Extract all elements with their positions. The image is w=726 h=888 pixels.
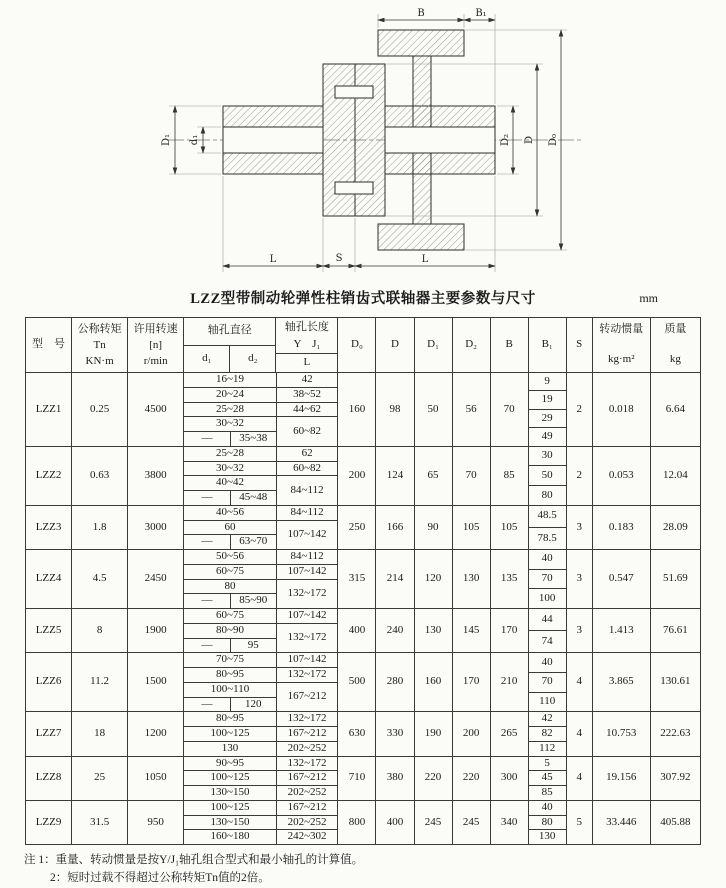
bore-l: 202~252 [287,741,327,754]
b1-value: 80 [529,816,566,831]
b1-value: 49 [541,430,553,443]
bore-d1: — [184,535,230,549]
cell-D0: 250 [338,505,376,549]
cell-mass: 28.09 [650,505,700,549]
cell-D2: 105 [452,505,490,549]
bore-l: 242~302 [287,830,327,843]
cell-torque: 25 [72,756,128,800]
cell-speed: 2450 [128,550,184,609]
note-1: 注 1：重量、转动惯量是按Y/J₁轴孔组合型式和最小轴孔的计算值。 [24,854,364,866]
bore-d: 30~32 [184,461,276,476]
b1-value: 45 [529,771,566,786]
cell-torque: 1.8 [72,505,128,549]
col-d: D [376,318,414,373]
bore-l: 62 [276,447,337,461]
cell-S: 4 [566,653,592,712]
bore-l: 132~172 [276,712,337,726]
bore-l: 167~212 [276,771,337,786]
cell-D2: 145 [452,609,490,653]
hdr-line: r/min [143,355,168,367]
col-b: B [490,318,528,373]
bore-d: 50~56 [184,550,276,564]
cell-D: 214 [376,550,414,609]
hdr-line: 公称转矩 [77,323,122,335]
cell-B1 [528,505,566,549]
bore-l: 107~142 [287,527,327,540]
cell-mass: 6.64 [650,373,700,447]
b1-stack [529,373,566,446]
cell-mass: 51.69 [650,550,700,609]
bore-d: 25~28 [184,402,276,417]
hdr-line: 许用转速 [133,323,178,335]
bore-d: 100~125 [184,771,276,786]
col-d1-dia: D₁ [414,318,452,373]
bore-d: 160~180 [184,830,276,844]
title-row [0,287,726,309]
cell-model: LZZ5 [26,609,72,653]
bore-d: 80~90 [184,623,276,638]
cell-B1 [528,373,566,447]
cell-D0: 160 [338,373,376,447]
cell-bores [184,653,338,712]
unit-label: mm [639,291,658,305]
bore-l: 44~62 [276,402,337,417]
dim-label-D0: D₀ [548,133,559,147]
col-s: S [566,318,592,373]
cell-S: 3 [566,609,592,653]
col-l: L [303,356,311,369]
cell-D0: 800 [338,800,376,844]
cell-D0: 315 [338,550,376,609]
left-bore [223,127,323,153]
cell-inertia: 1.413 [592,609,650,653]
cell-torque: 4.5 [72,550,128,609]
cell-torque: 0.63 [72,446,128,505]
bore-l: 167~212 [276,727,337,742]
cell-D2: 56 [452,373,490,447]
cell-inertia: 10.753 [592,712,650,756]
bore-d: 60~75 [184,564,276,579]
bore-l: 132~172 [287,586,327,599]
b1-stack [529,712,566,755]
b1-value: 70 [529,673,566,693]
table-row-lzz6 [26,653,701,712]
b1-value: 85 [541,786,553,798]
cell-D: 98 [376,373,414,447]
cell-D: 280 [376,653,414,712]
bore-d: 90~95 [184,757,276,771]
col-d0: D₀ [338,318,376,373]
cell-model: LZZ1 [26,373,72,447]
b1-value: 5 [529,757,566,772]
bore-l: 202~252 [287,786,327,798]
col-speed [128,318,184,373]
hdr-line: 质量 [664,323,687,335]
bore-l: 84~112 [276,550,337,564]
bore-d2: 45~48 [230,491,276,505]
cell-D1: 130 [414,609,452,653]
bore-d: 60 [184,520,276,535]
cell-S: 3 [566,505,592,549]
cell-torque: 31.5 [72,800,128,844]
cell-inertia: 0.018 [592,373,650,447]
cell-model: LZZ7 [26,712,72,756]
b1-stack [529,550,566,608]
table-row-lzz4 [26,550,701,609]
cell-B: 85 [490,446,528,505]
cell-D: 380 [376,756,414,800]
b1-value: 9 [529,373,566,391]
b1-stack [529,757,566,800]
bore-l: 60~82 [293,424,322,437]
cell-B: 170 [490,609,528,653]
cell-bores [184,446,338,505]
cell-B1 [528,800,566,844]
hdr-line: kg [669,353,681,366]
cell-D1: 220 [414,756,452,800]
note-2: 2：短时过载不得超过公称转矩Tn值的2倍。 [50,871,270,884]
cell-torque: 11.2 [72,653,128,712]
table-row-lzz9 [26,800,701,844]
bore-l: 60~82 [276,461,337,476]
bore-d: 130~150 [184,815,276,830]
bore-l: 107~142 [276,609,337,623]
b1-stack [529,447,566,505]
page-title: LZZ型带制动轮弹性柱销齿式联轴器主要参数与尺寸 [190,291,536,307]
cell-D2: 245 [452,800,490,844]
bore-l: 132~172 [276,668,337,683]
bore-d: 30~32 [184,417,276,432]
b1-stack [529,609,566,652]
right-bore [385,127,495,153]
cell-inertia: 3.865 [592,653,650,712]
cell-B1 [528,653,566,712]
b1-value: 112 [539,741,556,754]
cell-model: LZZ3 [26,505,72,549]
cell-S: 3 [566,550,592,609]
bore-l: 107~142 [276,653,337,667]
bore-d2: 85~90 [230,594,276,608]
bore-d: 130~150 [184,786,276,800]
b1-value: 40 [529,653,566,673]
cell-S: 5 [566,800,592,844]
b1-stack [529,653,566,711]
table-row-lzz5 [26,609,701,653]
cell-torque: 8 [72,609,128,653]
col-bore-dia [184,318,276,373]
b1-value: 30 [529,447,566,467]
col-inertia [592,318,650,373]
col-bore-len [276,318,338,373]
table-row-lzz1 [26,373,701,447]
technical-drawing [113,4,613,281]
cell-B: 265 [490,712,528,756]
cell-bores [184,756,338,800]
brake-rim-bottom [378,224,464,250]
cell-B1 [528,446,566,505]
b1-value: 40 [529,801,566,816]
b1-value: 48.5 [529,506,566,528]
dim-label-d1: d₁ [189,134,200,146]
dim-label-D2: D₂ [500,133,511,147]
hdr-line: 转动惯量 [599,323,644,335]
cell-D0: 630 [338,712,376,756]
cell-D: 124 [376,446,414,505]
bore-d: 20~24 [184,387,276,402]
dim-label-s: S [335,253,343,264]
cell-inertia: 19.156 [592,756,650,800]
bore-len-title: 轴孔长度 [284,321,329,333]
dim-label-b: B [417,8,425,19]
cell-B: 340 [490,800,528,844]
cell-D1: 120 [414,550,452,609]
bore-d2: 120 [230,697,276,711]
cell-D0: 200 [338,446,376,505]
cell-D2: 70 [452,446,490,505]
hdr-line: KN·m [85,355,114,367]
cell-speed: 1900 [128,609,184,653]
col-model: 型 号 [26,318,72,373]
cell-D1: 245 [414,800,452,844]
bore-l: 38~52 [276,387,337,402]
cell-mass: 12.04 [650,446,700,505]
table-row-lzz3 [26,505,701,549]
cell-model: LZZ4 [26,550,72,609]
cell-bores [184,712,338,756]
bore-d1: — [184,594,230,608]
b1-value: 130 [538,830,556,843]
dim-label-b1: B₁ [475,8,487,19]
b1-value: 42 [529,712,566,727]
table-row-lzz7 [26,712,701,756]
b1-value: 29 [529,410,566,428]
cell-inertia: 33.446 [592,800,650,844]
cell-D2: 130 [452,550,490,609]
cell-D2: 200 [452,712,490,756]
cell-speed: 3800 [128,446,184,505]
bore-d: 60~75 [184,609,276,623]
b1-value: 74 [541,634,553,647]
cell-speed: 1050 [128,756,184,800]
cell-B: 135 [490,550,528,609]
cell-D0: 710 [338,756,376,800]
bore-l: 84~112 [276,506,337,520]
bore-d2: 63~70 [230,535,276,549]
col-torque [72,318,128,373]
bore-d: 40~56 [184,506,276,520]
col-d2: d₂ [248,351,258,364]
cell-B: 105 [490,505,528,549]
cell-mass: 130.61 [650,653,700,712]
cell-mass: 405.88 [650,800,700,844]
bore-d1: — [184,491,230,505]
bore-l: 167~212 [287,690,327,703]
col-d1: d₁ [184,346,230,373]
bore-dia-title: 轴孔直径 [184,318,275,346]
coupling-drawing [113,4,613,276]
cell-speed: 950 [128,800,184,844]
b1-value: 100 [538,591,556,604]
bore-l: 202~252 [276,815,337,830]
cell-mass: 222.63 [650,712,700,756]
spec-table [25,317,701,845]
bore-d: 70~75 [184,653,276,667]
cell-bores [184,550,338,609]
col-yj1: Y J₁ [276,336,337,354]
cell-B: 70 [490,373,528,447]
cell-S: 2 [566,373,592,447]
bore-l: 107~142 [276,564,337,579]
bore-d: 100~110 [184,682,276,697]
b1-value: 44 [529,609,566,631]
dim-label-l-left: L [269,254,277,265]
table-row-lzz8 [26,756,701,800]
cell-B: 210 [490,653,528,712]
bore-l: 132~172 [287,631,327,644]
cell-speed: 4500 [128,373,184,447]
bore-l: 84~112 [290,483,324,496]
b1-value: 110 [539,695,556,708]
cell-torque: 18 [72,712,128,756]
cell-torque: 0.25 [72,373,128,447]
bore-d: 100~125 [184,801,276,815]
bore-d2: 95 [230,638,276,652]
bore-l: 132~172 [276,757,337,771]
table-row-lzz2 [26,446,701,505]
dim-label-l-right: L [421,254,429,265]
cell-D1: 190 [414,712,452,756]
cell-B1 [528,756,566,800]
bore-d: 16~19 [184,373,276,387]
hdr-line: [n] [149,339,163,351]
bore-d1: — [184,697,230,711]
b1-value: 82 [529,727,566,742]
cell-bores [184,505,338,549]
cell-S: 2 [566,446,592,505]
cell-D: 330 [376,712,414,756]
cell-B: 300 [490,756,528,800]
cell-D1: 65 [414,446,452,505]
col-d2-dia: D₂ [452,318,490,373]
cell-inertia: 0.547 [592,550,650,609]
b1-value: 19 [529,391,566,409]
bore-l: 42 [276,373,337,387]
cell-D: 400 [376,800,414,844]
hdr-line: Tn [93,339,106,351]
col-mass [650,318,700,373]
cell-model: LZZ8 [26,756,72,800]
b1-value: 70 [529,570,566,590]
cell-model: LZZ9 [26,800,72,844]
col-b1: B₁ [528,318,566,373]
bore-d: 100~125 [184,727,276,742]
b1-value: 78.5 [537,531,557,544]
cell-model: LZZ6 [26,653,72,712]
b1-value: 40 [529,550,566,570]
brake-rim-top [378,30,464,56]
bore-l: 167~212 [276,801,337,815]
cell-D: 240 [376,609,414,653]
cell-D0: 500 [338,653,376,712]
cell-bores [184,609,338,653]
bore-d: 40~42 [184,476,276,491]
bore-d2: 35~38 [230,432,276,446]
cell-mass: 307.92 [650,756,700,800]
hdr-line: kg·m² [608,353,635,366]
cell-D1: 160 [414,653,452,712]
bore-d: 80~95 [184,668,276,683]
cell-inertia: 0.183 [592,505,650,549]
cell-D0: 400 [338,609,376,653]
b1-stack [529,506,566,549]
cell-speed: 1200 [128,712,184,756]
cell-mass: 76.61 [650,609,700,653]
elastic-pin-bottom [335,182,373,194]
bore-d1: — [184,638,230,652]
cell-speed: 3000 [128,505,184,549]
cell-B1 [528,712,566,756]
dim-label-D: D [524,135,535,145]
cell-D1: 90 [414,505,452,549]
header-row [26,318,701,373]
bore-d: 25~28 [184,447,276,461]
bore-d1: — [184,432,230,446]
b1-value: 80 [541,488,553,501]
dim-label-D1: D₁ [161,133,172,147]
cell-bores [184,373,338,447]
cell-S: 4 [566,712,592,756]
cell-S: 4 [566,756,592,800]
bore-d: 80 [184,579,276,594]
cell-B1 [528,550,566,609]
cell-speed: 1500 [128,653,184,712]
notes [24,852,702,888]
cell-inertia: 0.053 [592,446,650,505]
cell-D1: 50 [414,373,452,447]
cell-D2: 220 [452,756,490,800]
elastic-pin-top [335,86,373,98]
cell-D2: 170 [452,653,490,712]
cell-model: LZZ2 [26,446,72,505]
cell-B1 [528,609,566,653]
cell-bores [184,800,338,844]
b1-stack [529,801,566,844]
b1-value: 50 [529,466,566,486]
bore-d: 130 [184,741,276,755]
cell-D: 166 [376,505,414,549]
bore-d: 80~95 [184,712,276,726]
